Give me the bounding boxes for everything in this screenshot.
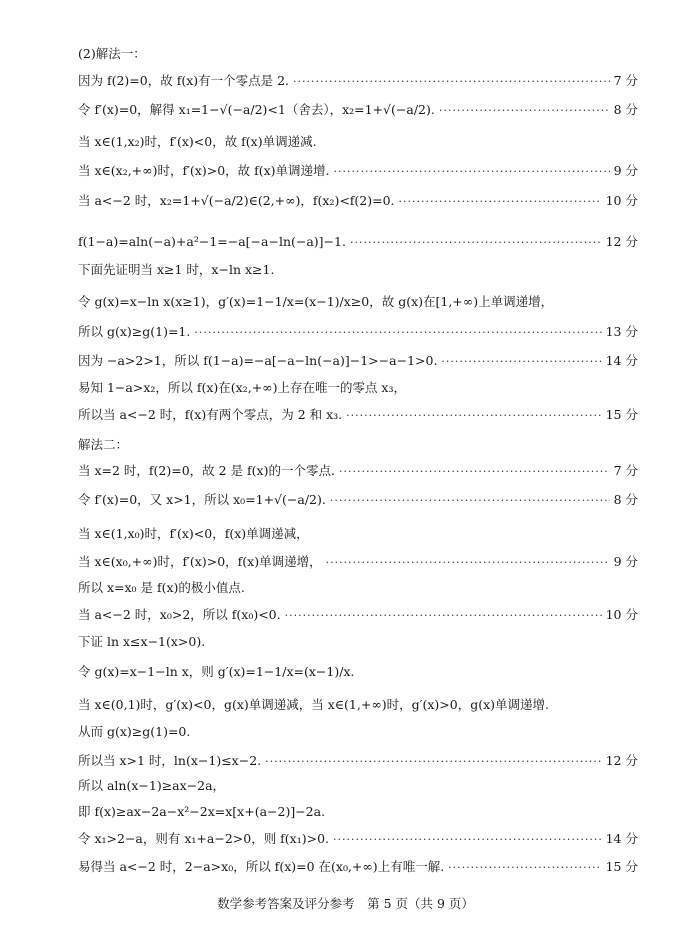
solution-text: f(1−a)=aln(−a)+a²−1=−a[−a−ln(−a)]−1. xyxy=(78,234,346,249)
leader-dots xyxy=(439,103,610,119)
solution-line xyxy=(78,859,638,876)
leader-dots xyxy=(333,832,602,848)
solution-line xyxy=(78,778,638,794)
solution-text: 当 x∈(x₀,+∞)时，f′(x)>0，f(x)单调递增， xyxy=(78,554,322,569)
solution-text: 从而 g(x)≥g(1)=0. xyxy=(78,724,191,739)
solution-line xyxy=(78,753,638,770)
solution-text: 当 a<−2 时，x₀>2，所以 f(x₀)<0. xyxy=(78,607,281,622)
score-label: 12 分 xyxy=(605,234,638,249)
solution-text: 因为 −a>2>1，所以 f(1−a)=−a[−a−ln(−a)]−1>−a−1>0. xyxy=(78,353,438,368)
score-label: 9 分 xyxy=(613,163,638,178)
solution-text: 令 g(x)=x−1−ln x，则 g′(x)=1−1/x=(x−1)/x. xyxy=(78,664,355,679)
solution-line xyxy=(78,294,638,310)
solution-line xyxy=(78,634,638,650)
score-label: 14 分 xyxy=(605,353,638,368)
solution-line xyxy=(78,492,638,509)
page-footer: 数学参考答案及评分参考 第 5 页（共 9 页） xyxy=(217,896,474,911)
score-label: 15 分 xyxy=(605,859,638,874)
solution-text: 因为 f(2)=0，故 f(x)有一个零点是 2. xyxy=(78,73,290,88)
score-label: 12 分 xyxy=(605,753,638,768)
solution-line xyxy=(78,526,638,542)
solution-text: 令 g(x)=x−ln x(x≥1)，g′(x)=1−1/x=(x−1)/x≥0，故 g(x)在[1,+∞)上单调递增， xyxy=(78,294,554,309)
leader-dots xyxy=(334,164,610,180)
score-label: 15 分 xyxy=(605,407,638,422)
score-label: 8 分 xyxy=(613,492,638,507)
score-label: 9 分 xyxy=(613,554,638,569)
solution-line xyxy=(78,324,638,341)
solution-line xyxy=(78,134,638,150)
leader-dots xyxy=(441,354,601,370)
leader-dots xyxy=(399,194,602,210)
solution-text: 所以 aln(x−1)≥ax−2a， xyxy=(78,778,226,793)
solution-text: 所以当 x>1 时，ln(x−1)≤x−2. xyxy=(78,753,262,768)
solution-line xyxy=(78,163,638,180)
solution-text: 易知 1−a>x₂，所以 f(x)在(x₂,+∞)上存在唯一的零点 x₃， xyxy=(78,380,406,395)
solution-line xyxy=(78,724,638,740)
solution-text: 当 x∈(1,x₂)时，f′(x)<0，故 f(x)单调递减. xyxy=(78,134,317,149)
solution-line xyxy=(78,262,638,278)
leader-dots xyxy=(293,74,610,90)
solution-text: 即 f(x)≥ax−2a−x²−2x=x[x+(a−2)]−2a. xyxy=(78,804,326,819)
leader-dots xyxy=(326,555,610,571)
solution-line xyxy=(78,102,638,119)
solution-text: 当 x∈(x₂,+∞)时，f′(x)>0，故 f(x)单调递增. xyxy=(78,163,330,178)
solution-text: 当 x∈(0,1)时，g′(x)<0，g(x)单调递减，当 x∈(1,+∞)时，g′(x)>0，g(x)单调递增. xyxy=(78,697,549,712)
solution-text: 令 x₁>2−a，则有 x₁+a−2>0，则 f(x₁)>0. xyxy=(78,831,330,846)
score-label: 13 分 xyxy=(605,324,638,339)
score-label: 10 分 xyxy=(605,193,638,208)
solution-line xyxy=(78,73,638,90)
solution-line xyxy=(78,353,638,370)
solution-text: 下证 ln x≤x−1(x>0). xyxy=(78,634,206,649)
score-label: 8 分 xyxy=(613,102,638,117)
solution-text: 易得当 a<−2 时，2−a>x₀，所以 f(x)=0 在(x₀,+∞)上有唯一解. xyxy=(78,859,445,874)
solution-line xyxy=(78,46,638,62)
solution-text: 当 a<−2 时，x₂=1+√(−a/2)∈(2,+∞)，f(x₂)<f(2)=0. xyxy=(78,193,395,208)
solution-text: 令 f′(x)=0，又 x>1，所以 x₀=1+√(−a/2). xyxy=(78,492,326,507)
solution-text: (2)解法一： xyxy=(78,46,146,61)
leader-dots xyxy=(339,464,610,480)
solution-text: 解法二： xyxy=(78,437,129,452)
solution-text: 所以当 a<−2 时，f(x)有两个零点，为 2 和 x₃. xyxy=(78,407,343,422)
solution-line xyxy=(78,580,638,596)
solution-text: 所以 g(x)≥g(1)=1. xyxy=(78,324,191,339)
solution-text: 当 x=2 时，f(2)=0，故 2 是 f(x)的一个零点. xyxy=(78,463,335,478)
solution-line xyxy=(78,437,638,453)
solution-line xyxy=(78,664,638,680)
solution-line xyxy=(78,407,638,424)
solution-text: 当 x∈(1,x₀)时，f′(x)<0，f(x)单调递减， xyxy=(78,526,309,541)
score-label: 7 分 xyxy=(613,463,638,478)
score-label: 10 分 xyxy=(605,607,638,622)
leader-dots xyxy=(285,608,602,624)
leader-dots xyxy=(330,493,610,509)
solution-line xyxy=(78,193,638,210)
solution-line xyxy=(78,554,638,571)
solution-line xyxy=(78,607,638,624)
score-label: 7 分 xyxy=(613,73,638,88)
solution-line xyxy=(78,463,638,480)
solution-line xyxy=(78,380,638,396)
solution-text: 令 f′(x)=0，解得 x₁=1−√(−a/2)<1（舍去），x₂=1+√(−a/2). xyxy=(78,102,435,117)
solution-line xyxy=(78,831,638,848)
leader-dots xyxy=(346,408,601,424)
solution-line xyxy=(78,234,638,251)
solution-text: 所以 x=x₀ 是 f(x)的极小值点. xyxy=(78,580,245,595)
leader-dots xyxy=(194,325,601,341)
score-label: 14 分 xyxy=(605,831,638,846)
leader-dots xyxy=(265,754,601,770)
solution-line xyxy=(78,804,638,820)
solution-line xyxy=(78,697,638,713)
leader-dots xyxy=(448,860,601,876)
leader-dots xyxy=(350,235,602,251)
solution-text: 下面先证明当 x≥1 时，x−ln x≥1. xyxy=(78,262,275,277)
